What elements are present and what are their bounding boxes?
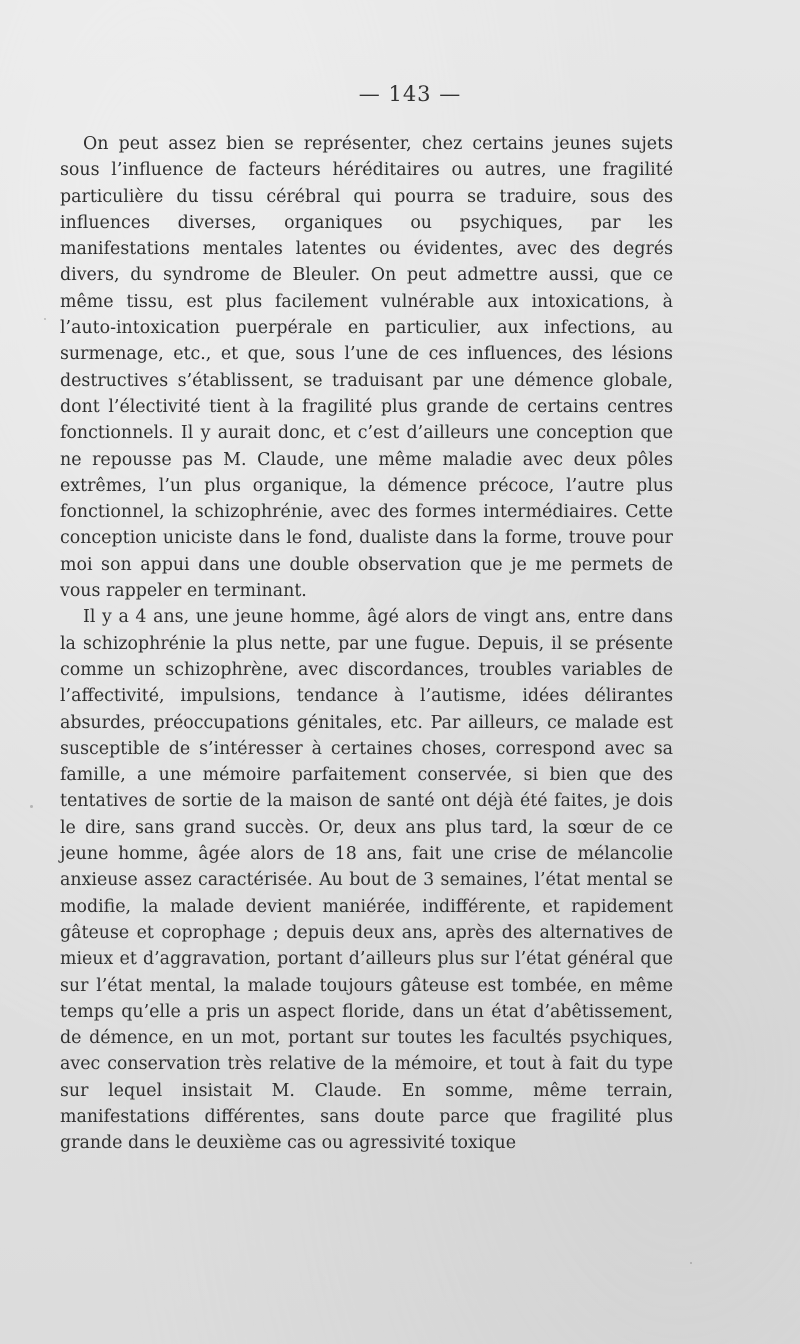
paper-speck	[44, 318, 46, 320]
paragraph: On peut assez bien se représenter, chez certains jeunes sujets sous l’influence de facteurs héréditaires ou autres, une fragilité particulière du tissu cérébral qui pourra se traduire, sous des influences diverses, organiques ou psychiques, par les manifestations mentales latentes ou évidentes, avec des degrés divers, du syndrome de Bleuler. On peut admettre aussi, que ce même tissu, est plus facilement vulnérable aux intoxications, à l’auto-intoxication puerpérale en particulier, aux infections, au surmenage, etc., et que, sous l’une de ces influences, des lésions destructives s’établissent, se traduisant par une démence globale, dont l’électivité tient à la fragilité plus grande de certains centres fonctionnels. Il y aurait donc, et c’est d’ailleurs une conception que ne repousse pas M. Claude, une même maladie avec deux pôles extrêmes, l’un plus organique, la démence précoce, l’autre plus fonctionnel, la schizophrénie, avec des formes intermédiaires. Cette conception uniciste dans le fond, dualiste dans la forme, trouve pour moi son appui dans une double observation que je me permets de vous rappeler en terminant.	[60, 134, 673, 602]
body-text	[60, 131, 673, 1157]
page-number: — 143 —	[358, 82, 462, 106]
paper-speck	[30, 805, 33, 808]
paper-speck	[690, 1262, 692, 1264]
paragraph: Il y a 4 ans, une jeune homme, âgé alors de vingt ans, entre dans la schizophrénie la plus nette, par une fugue. Depuis, il se présente comme un schizophrène, avec discordances, troubles variables de l’affectivité, impulsions, tendance à l’autisme, idées délirantes absurdes, préoccupations génitales, etc. Par ailleurs, ce malade est susceptible de s’intéresser à certaines choses, correspond avec sa famille, a une mémoire parfaitement conservée, si bien que des tentatives de sortie de la maison de santé ont déjà été faites, je dois le dire, sans grand succès. Or, deux ans plus tard, la sœur de ce jeune homme, âgée alors de 18 ans, fait une crise de mélancolie anxieuse assez caractérisée. Au bout de 3 semaines, l’état mental se modifie, la malade devient maniérée, indifférente, et rapidement gâteuse et coprophage ; depuis deux ans, après des alternatives de mieux et d’aggravation, portant d’ailleurs plus sur l’état général que sur l’état mental, la malade toujours gâteuse est tombée, en même temps qu’elle a pris un aspect floride, dans un état d’abêtissement, de démence, en un mot, portant sur toutes les facultés psychiques, avec conservation très relative de la mémoire, et tout à fait du type sur lequel insistait M. Claude. En somme, même terrain, manifestations différentes, sans doute parce que fragilité plus grande dans le deuxième cas ou agressivité toxique	[60, 607, 673, 1154]
